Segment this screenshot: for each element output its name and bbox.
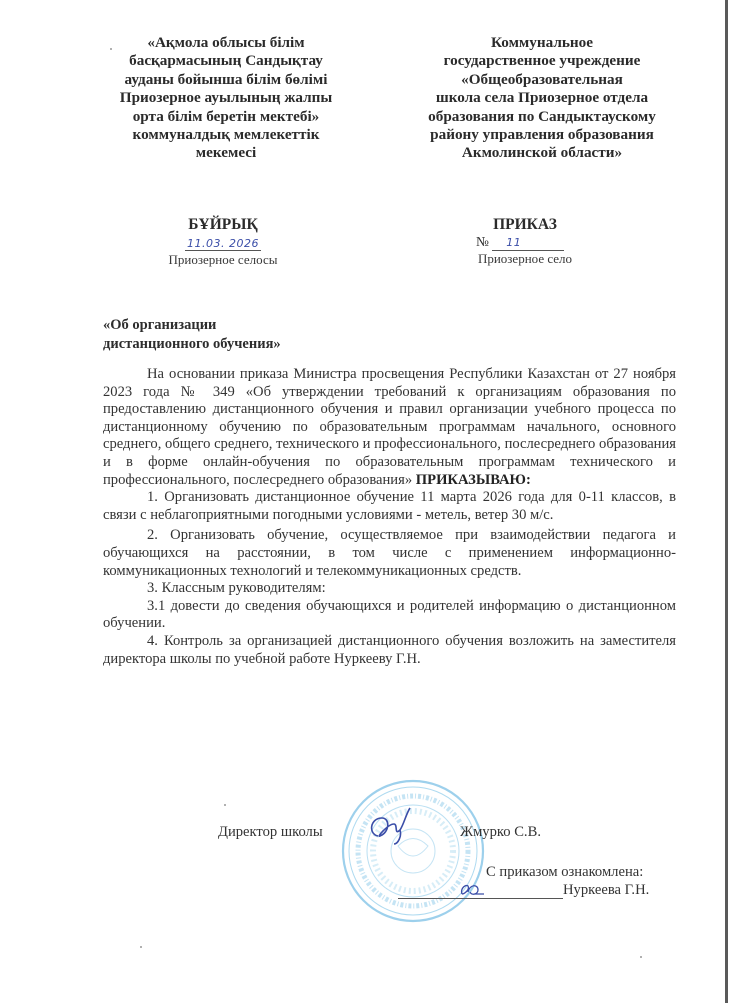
order-number-row — [450, 234, 600, 251]
order-place-kz: Приозерное селосы — [168, 252, 278, 267]
order-item-1: 1. Организовать дистанционное обучение 11 марта 2026 года для 0-11 классов, в связи с неблагоприятными погодными условиями - метель, ветер 30 м/с. — [103, 489, 676, 523]
header-kz-line: басқармасының Сандықтау — [129, 52, 323, 70]
order-body — [103, 366, 676, 668]
header-kz-line: ауданы бойынша білім бөлімі — [124, 70, 328, 88]
order-date: 11.03. 2026 — [187, 237, 259, 250]
order-item-3: 3. Классным руководителям: — [147, 580, 326, 597]
scan-speck — [110, 48, 112, 50]
order-number: 11 — [492, 235, 564, 251]
scan-speck — [224, 804, 226, 806]
acknowledgement-signature-line — [398, 882, 563, 899]
order-item-3-1: 3.1 довести до сведения обучающихся и родителей информацию о дистанционном обучении. — [103, 597, 676, 632]
header-kazakh — [98, 34, 354, 163]
order-word: ПРИКАЗЫВАЮ: — [415, 471, 531, 488]
scan-speck — [140, 946, 142, 948]
official-stamp — [338, 776, 488, 926]
order-subject — [103, 316, 281, 353]
header-ru-line: Акмолинской области» — [461, 144, 623, 162]
director-label: Директор школы — [218, 824, 323, 840]
acknowledgement-row — [398, 882, 649, 899]
header-russian — [392, 34, 692, 163]
header-kz-line: мекемесі — [195, 144, 257, 162]
header-ru-line: школа села Приозерное отдела — [435, 89, 649, 107]
order-title-kz: БҰЙРЫҚ — [188, 216, 258, 233]
acknowledgement-name: Нуркеева Г.Н. — [563, 882, 650, 898]
header-ru-line: «Общеобразовательная — [461, 70, 623, 88]
preamble-paragraph — [103, 366, 676, 489]
subject-line: «Об организации — [103, 317, 217, 333]
header-kz-line: Приозерное ауылының жалпы — [119, 89, 333, 107]
order-item-4: 4. Контроль за организацией дистанционного обучения возложить на заместителя директора школы по учебной работе Нуркееву Г.Н. — [103, 632, 676, 667]
order-item-2: 2. Организовать обучение, осуществляемое при взаимодействии педагога и обучающихся на расстоянии, в том числе с применением информационно-коммуникационных технологий и телекоммуникационных средств. — [103, 527, 676, 579]
order-title-ru: ПРИКАЗ — [493, 216, 557, 233]
number-sign: № — [476, 234, 489, 249]
acknowledgement-signature — [456, 880, 486, 898]
director-signature — [364, 806, 424, 846]
scan-border — [725, 0, 728, 1003]
order-place-ru: Приозерное село — [477, 251, 573, 266]
subject-line: дистанционного обучения» — [103, 335, 281, 352]
header-kz-line: коммуналдық мемлекеттік — [132, 126, 320, 144]
order-block-kazakh — [138, 216, 308, 267]
header-kz-line: орта білім беретін мектебі» — [132, 107, 320, 125]
header-ru-line: образования по Сандыктаускому — [428, 107, 656, 125]
preamble-text: На основании приказа Министра просвещения Республики Казахстан от 27 ноября 2023 года № 349 «Об утверждении требований к организациям образования по предоставлению дистанционного обучения и правил организации учебного процесса по дистанционному обучению по образовательным программам начального, основного среднего, общего среднего, технического и профессионального, послесреднего образования и в форме онлайн-обучения по образовательным программам технического и профессионального, послесреднего образования» — [103, 366, 676, 488]
header-ru-line: государственное учреждение — [443, 52, 641, 70]
acknowledgement-label: С приказом ознакомлена: — [486, 864, 644, 880]
director-name: Жмурко С.В. — [460, 824, 541, 840]
order-block-russian — [450, 216, 600, 266]
header-kz-line: «Ақмола облысы білім — [147, 34, 305, 51]
scan-speck — [640, 956, 642, 958]
header-ru-line: району управления образования — [430, 126, 654, 144]
header-ru-line: Коммунальное — [491, 34, 593, 51]
